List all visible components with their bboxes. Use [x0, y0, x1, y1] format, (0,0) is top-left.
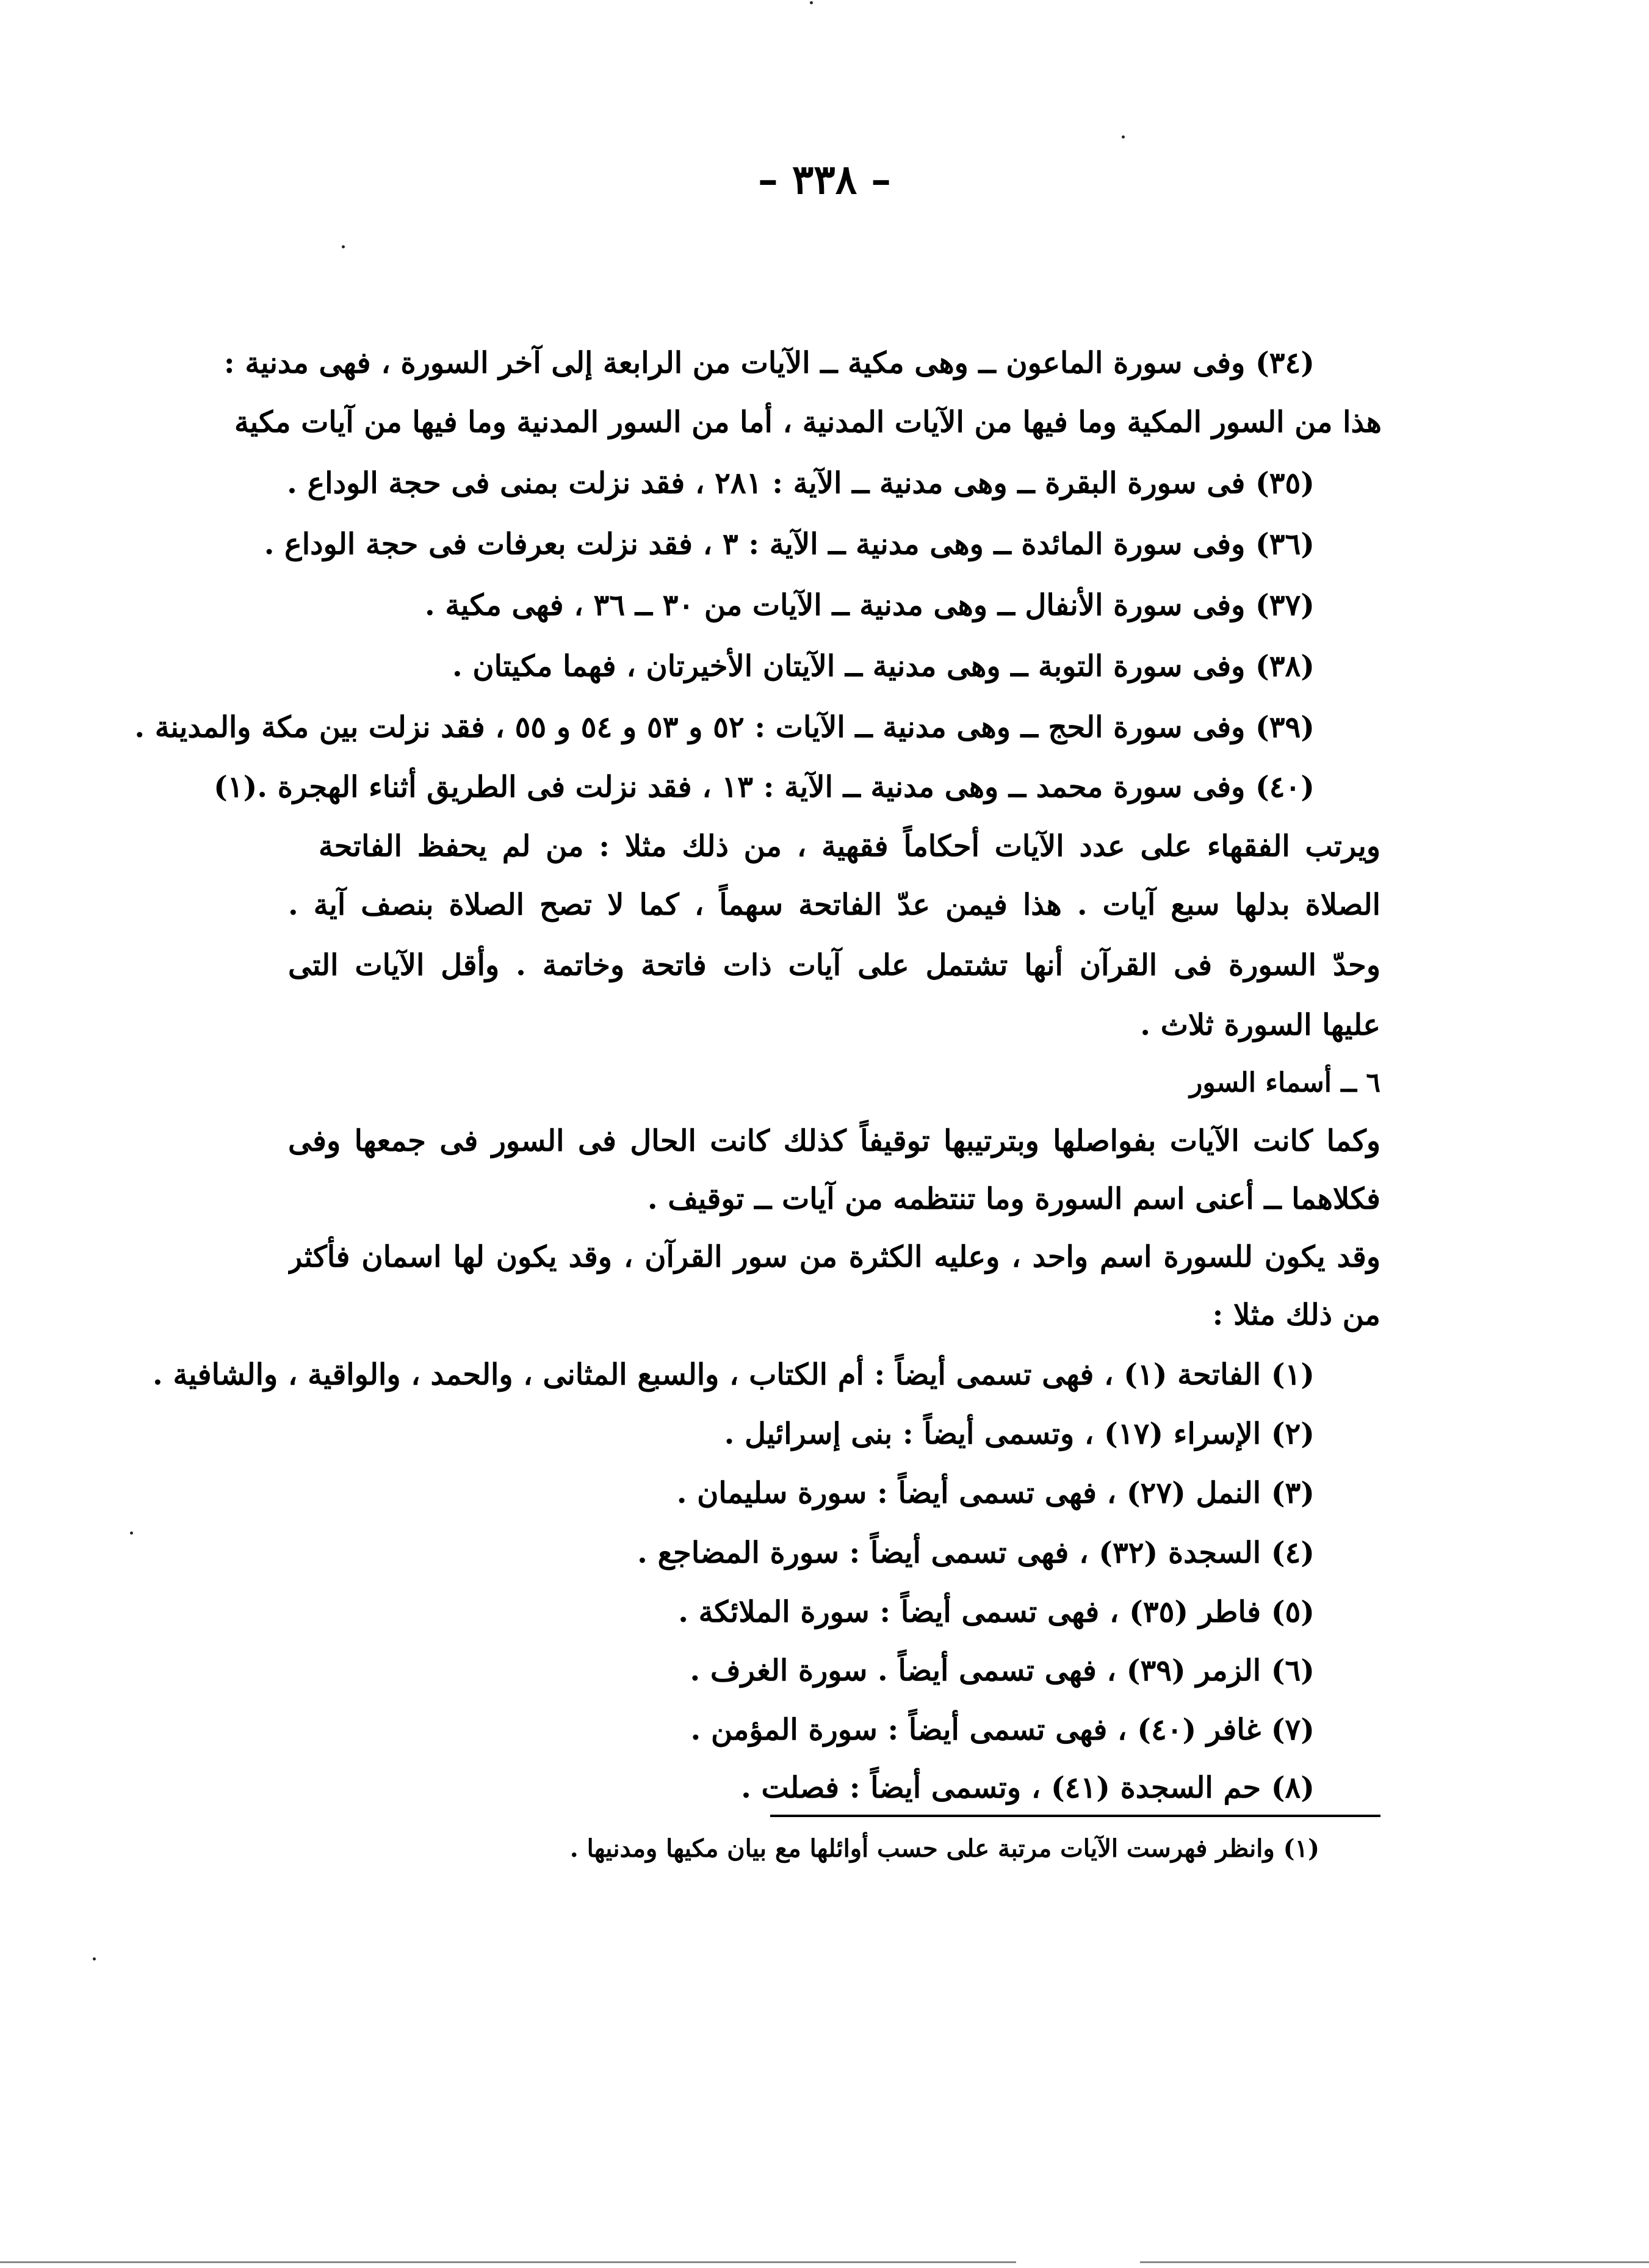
list-item: (١) الفاتحة (١) ، فهى تسمى أيضاً : أم الكتاب ، والسبع المثانى ، والحمد ، والواقية ، والشافية . [153, 1358, 1315, 1392]
list-item: (٢) الإسراء (١٧) ، وتسمى أيضاً : بنى إسرائيل . [724, 1417, 1315, 1451]
text-line: وكما كانت الآيات بفواصلها وبترتيبها توقيفاً كذلك كانت الحال فى السور فى جمعها وفى [288, 1124, 1380, 1158]
text-line: ويرتب الفقهاء على عدد الآيات أحكاماً فقهية ، من ذلك مثلا : من لم يحفظ الفاتحة [319, 829, 1380, 863]
scan-speck [342, 245, 345, 248]
list-item: (٨) حم السجدة (٤١) ، وتسمى أيضاً : فصلت . [741, 1771, 1315, 1805]
list-item: (٧) غافر (٤٠) ، فهى تسمى أيضاً : سورة المؤمن . [690, 1713, 1315, 1747]
scan-speck [93, 1957, 96, 1960]
scan-edge-line [1140, 2261, 1649, 2263]
list-item: (٣) النمل (٢٧) ، فهى تسمى أيضاً : سورة سليمان . [676, 1476, 1315, 1510]
text-line: من ذلك مثلا : [1212, 1298, 1380, 1332]
text-line: (٣٧) وفى سورة الأنفال ــ وهى مدنية ــ الآيات من ٣٠ ــ ٣٦ ، فهى مكية . [424, 588, 1315, 622]
text-line: فكلاهما ــ أعنى اسم السورة وما تنتظمه من آيات ــ توقيف . [647, 1182, 1380, 1216]
footnote: (١) وانظر فهرست الآيات مرتبة على حسب أوائلها مع بيان مكيها ومدنيها . [569, 1834, 1319, 1863]
text-line: عليها السورة ثلاث . [1140, 1008, 1380, 1042]
list-item: (٤) السجدة (٣٢) ، فهى تسمى أيضاً : سورة المضاجع . [637, 1536, 1315, 1570]
text-line: (٣٥) فى سورة البقرة ــ وهى مدنية ــ الآية : ٢٨١ ، فقد نزلت بمنى فى حجة الوداع . [287, 466, 1315, 500]
footnote-divider [770, 1815, 1380, 1817]
text-line: (٣٦) وفى سورة المائدة ــ وهى مدنية ــ الآية : ٣ ، فقد نزلت بعرفات فى حجة الوداع . [264, 527, 1315, 561]
list-item: (٥) فاطر (٣٥) ، فهى تسمى أيضاً : سورة الملائكة . [678, 1595, 1315, 1629]
text-line: وحدّ السورة فى القرآن أنها تشتمل على آيات ذات فاتحة وخاتمة . وأقل الآيات التى [288, 948, 1380, 982]
section-heading: ٦ ــ أسماء السور [1189, 1067, 1380, 1098]
page-number: – ٣٣٨ – [757, 156, 892, 203]
text-line: هذا من السور المكية وما فيها من الآيات المدنية ، أما من السور المدنية وما فيها من آيات مكية [234, 405, 1382, 439]
text-line: (٣٨) وفى سورة التوبة ــ وهى مدنية ــ الآيتان الأخيرتان ، فهما مكيتان . [452, 649, 1315, 683]
scan-speck [130, 1532, 133, 1535]
text-line: (٤٠) وفى سورة محمد ــ وهى مدنية ــ الآية : ١٣ ، فقد نزلت فى الطريق أثناء الهجرة .(١) [214, 770, 1315, 804]
scan-speck [810, 1, 813, 4]
scan-speck [1122, 135, 1125, 139]
text-line: (٣٤) وفى سورة الماعون ــ وهى مكية ــ الآيات من الرابعة إلى آخر السورة ، فهى مدنية : [223, 346, 1315, 380]
text-line: (٣٩) وفى سورة الحج ــ وهى مدنية ــ الآيات : ٥٢ و ٥٣ و ٥٤ و ٥٥ ، فقد نزلت بين مكة والمدينة . [134, 710, 1315, 744]
text-line: الصلاة بدلها سبع آيات . هذا فيمن عدّ الفاتحة سهماً ، كما لا تصح الصلاة بنصف آية . [288, 888, 1380, 922]
scan-edge-line [0, 2261, 1016, 2263]
list-item: (٦) الزمر (٣٩) ، فهى تسمى أيضاً . سورة الغرف . [690, 1654, 1315, 1688]
text-line: وقد يكون للسورة اسم واحد ، وعليه الكثرة من سور القرآن ، وقد يكون لها اسمان فأكثر [288, 1240, 1380, 1274]
